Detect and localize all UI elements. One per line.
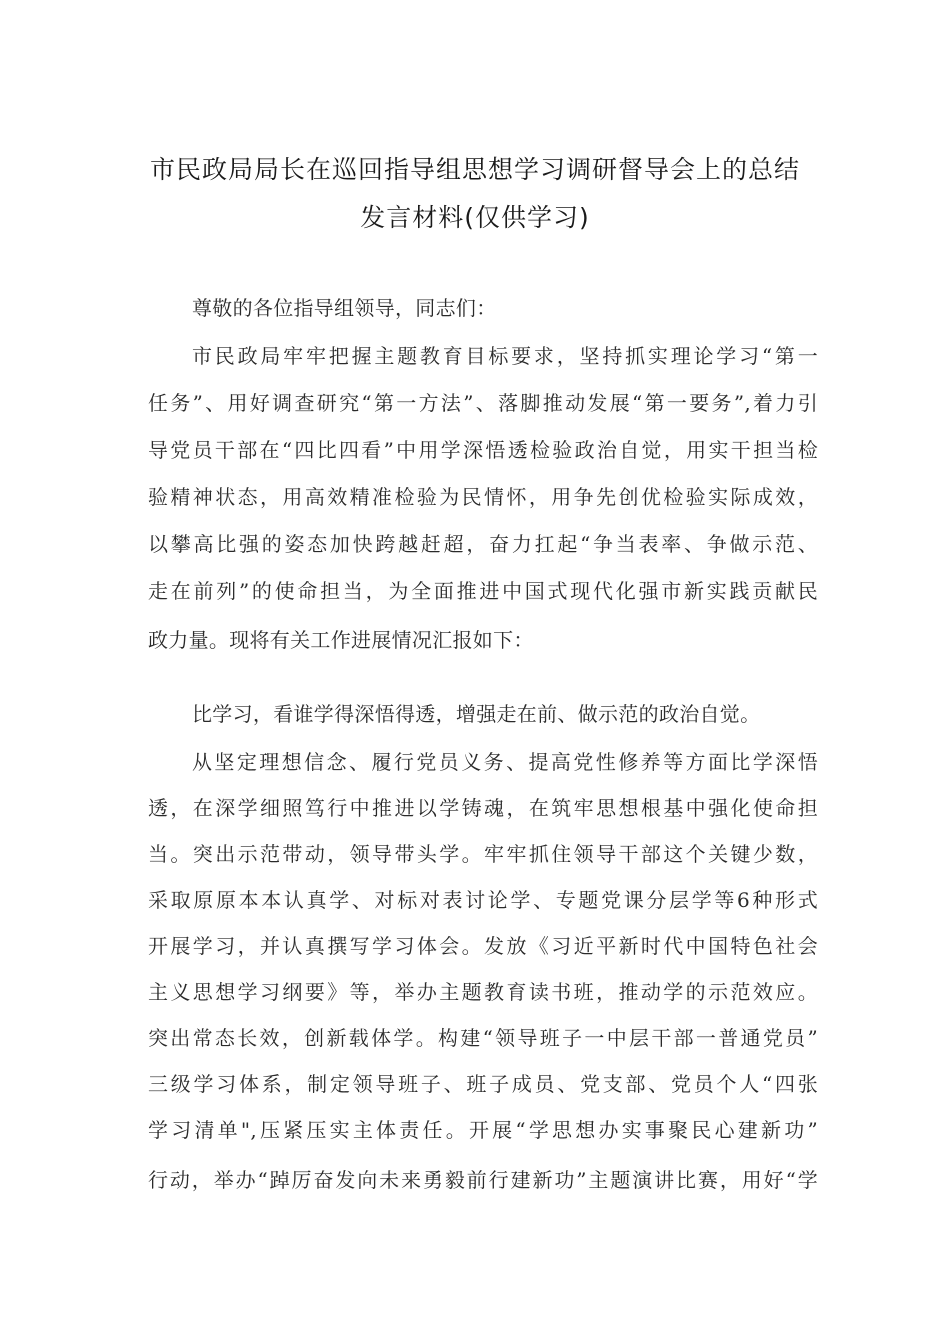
paragraph-line: 政力量。现将有关工作进展情况汇报如下： <box>148 628 534 652</box>
section-heading: 比学习，看谁学得深悟得透，增强走在前、做示范的政治自觉。 <box>192 702 761 726</box>
paragraph-line: 透，在深学细照笃行中推进以学铸魂，在筑牢思想根基中强化使命担 <box>148 796 818 820</box>
paragraph-line: 学习清单",压紧压实主体责任。开展“学思想办实事聚民心建新功” <box>148 1118 818 1142</box>
paragraph-line: 采取原原本本认真学、对标对表讨论学、专题党课分层学等6种形式 <box>148 888 818 912</box>
paragraph-line: 从坚定理想信念、履行党员义务、提高党性修养等方面比学深悟 <box>192 750 818 774</box>
document-title-line-1: 市民政局局长在巡回指导组思想学习调研督导会上的总结 <box>149 155 800 184</box>
paragraph-line: 三级学习体系，制定领导班子、班子成员、党支部、党员个人“四张 <box>148 1072 818 1096</box>
paragraph-line: 验精神状态，用高效精准检验为民情怀，用争先创优检验实际成效， <box>148 485 818 509</box>
salutation: 尊敬的各位指导组领导，同志们： <box>192 296 497 320</box>
paragraph-line: 走在前列”的使命担当，为全面推进中国式现代化强市新实践贡献民 <box>148 579 818 603</box>
paragraph-line: 以攀高比强的姿态加快跨越赶超，奋力扛起“争当表率、争做示范、 <box>148 532 818 556</box>
paragraph-line: 开展学习，并认真撰写学习体会。发放《习近平新时代中国特色社会 <box>148 934 818 958</box>
document-title-line-2: 发言材料(仅供学习) <box>360 203 590 232</box>
paragraph-line: 主义思想学习纲要》等，举办主题教育读书班，推动学的示范效应。 <box>148 980 818 1004</box>
paragraph-line: 当。突出示范带动，领导带头学。牢牢抓住领导干部这个关键少数， <box>148 842 818 866</box>
paragraph-line: 任务”、用好调查研究“第一方法”、落脚推动发展“第一要务”,着力引 <box>148 391 818 415</box>
paragraph-line: 市民政局牢牢把握主题教育目标要求，坚持抓实理论学习“第一 <box>192 344 818 368</box>
paragraph-line: 突出常态长效，创新载体学。构建“领导班子一中层干部一普通党员” <box>148 1026 818 1050</box>
paragraph-line: 行动，举办“踔厉奋发向未来勇毅前行建新功”主题演讲比赛，用好“学 <box>148 1168 818 1192</box>
paragraph-line: 导党员干部在“四比四看”中用学深悟透检验政治自觉，用实干担当检 <box>148 438 818 462</box>
